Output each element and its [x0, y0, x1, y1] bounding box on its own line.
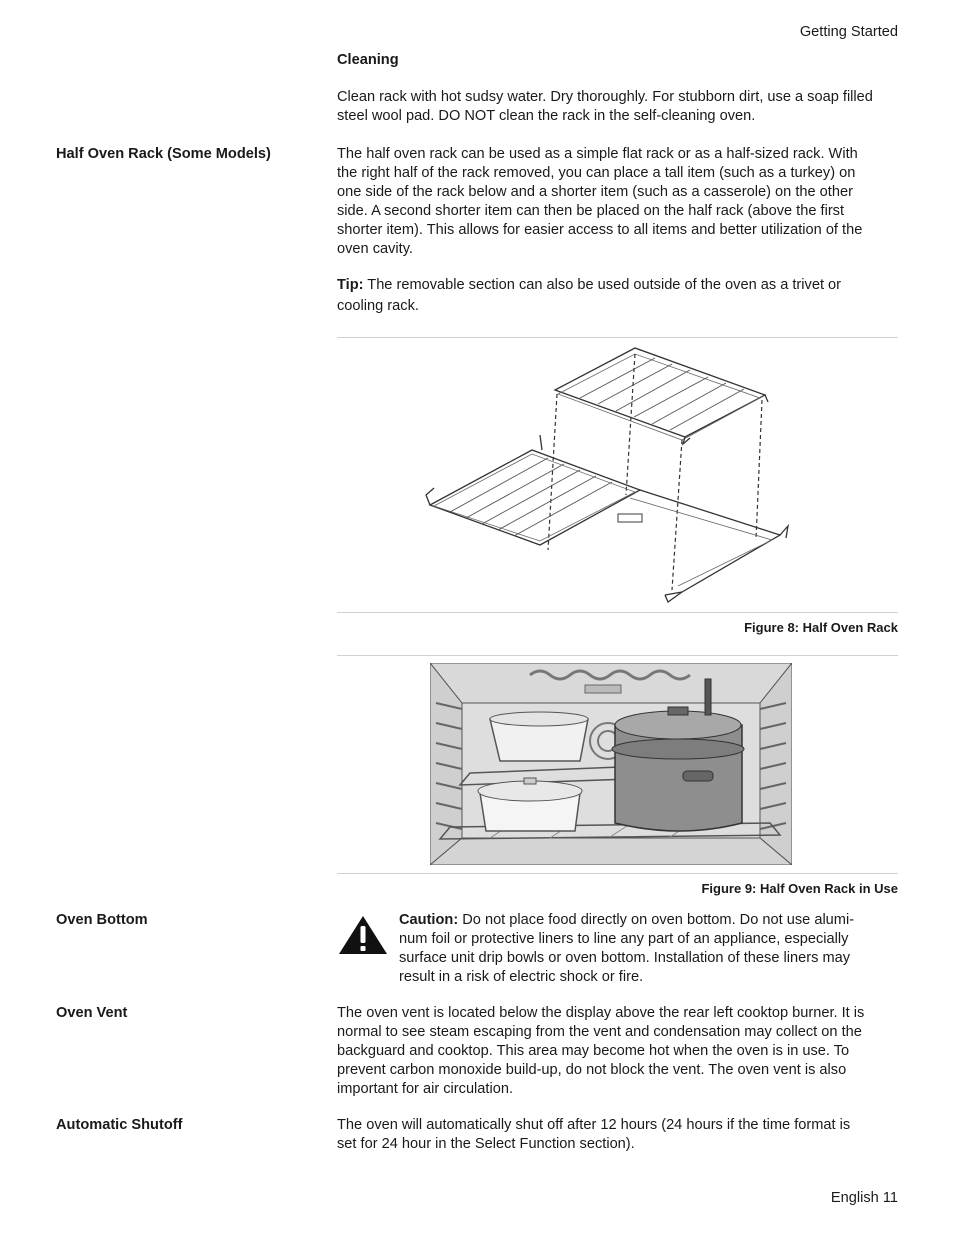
- tip-text-line2: cooling rack.: [337, 298, 419, 314]
- body-line: oven cavity.: [337, 241, 413, 257]
- body-line: prevent carbon monoxide build-up, do not block the vent. The oven vent is also: [337, 1062, 847, 1078]
- caution-text: Do not place food directly on oven bottom. Do not use alumi-: [458, 912, 855, 928]
- figure-rule: [337, 612, 898, 613]
- running-header: Getting Started: [799, 24, 898, 40]
- body-line: set for 24 hour in the Select Function section).: [337, 1136, 635, 1152]
- lower-rack-frame: [430, 450, 640, 545]
- oven-rack-in-use-figure: [430, 663, 792, 865]
- caution-paragraph: [399, 911, 898, 987]
- cleaning-heading: Cleaning: [337, 52, 399, 68]
- caution-label: Caution:: [399, 912, 459, 928]
- body-line: shorter item). This allows for easier access to all items and better utilization of the: [337, 222, 863, 238]
- body-line: backguard and cooktop. This area may become hot when the oven is in use. To: [337, 1043, 850, 1059]
- half-oven-rack-body: [337, 145, 898, 259]
- caution-text-line: result in a risk of electric shock or fire.: [399, 969, 644, 985]
- warning-triangle-icon: [338, 915, 388, 955]
- upper-rack-frame: [555, 348, 765, 437]
- half-oven-rack-figure: [420, 340, 800, 610]
- figure-rule: [337, 337, 898, 338]
- body-line: important for air circulation.: [337, 1081, 514, 1097]
- tip-text: The removable section can also be used outside of the oven as a trivet or: [363, 277, 842, 293]
- automatic-shutoff-body: [337, 1116, 898, 1154]
- figure-rule: [337, 655, 898, 656]
- half-oven-rack-heading: Half Oven Rack (Some Models): [56, 146, 271, 162]
- oven-bottom-heading: Oven Bottom: [56, 912, 148, 928]
- body-line: The oven vent is located below the display above the rear left cooktop burner. It is: [337, 1005, 865, 1021]
- caution-text-line: surface unit drip bowls or oven bottom. Installation of these liners may: [399, 950, 851, 966]
- page-number: English 11: [830, 1190, 898, 1206]
- body-line: normal to see steam escaping from the vent and condensation may collect on the: [337, 1024, 862, 1040]
- body-line: The oven will automatically shut off after 12 hours (24 hours if the time format is: [337, 1117, 851, 1133]
- body-line: The half oven rack can be used as a simple flat rack or as a half-sized rack. With: [337, 146, 858, 162]
- automatic-shutoff-heading: Automatic Shutoff: [56, 1117, 183, 1133]
- tip-paragraph: [337, 275, 898, 317]
- body-line: the right half of the rack removed, you can place a tall item (such as a turkey) on: [337, 165, 856, 181]
- caution-text-line: num foil or protective liners to line any part of an appliance, especially: [399, 931, 849, 947]
- body-line: one side of the rack below and a shorter item (such as a casserole) on the other: [337, 184, 853, 200]
- tip-label: Tip:: [337, 277, 364, 293]
- oven-vent-body: [337, 1004, 898, 1099]
- body-line: side. A second shorter item can then be placed on the half rack (above the first: [337, 203, 845, 219]
- figure9-caption: Figure 9: Half Oven Rack in Use: [701, 881, 898, 896]
- oven-vent-heading: Oven Vent: [56, 1005, 128, 1021]
- cleaning-body: Clean rack with hot sudsy water. Dry thoroughly. For stubborn dirt, use a soap filled steel wool pad. DO NOT clean the rack in the self-cleaning oven.: [337, 89, 873, 124]
- figure8-caption: Figure 8: Half Oven Rack: [744, 620, 898, 635]
- figure-rule: [337, 873, 898, 874]
